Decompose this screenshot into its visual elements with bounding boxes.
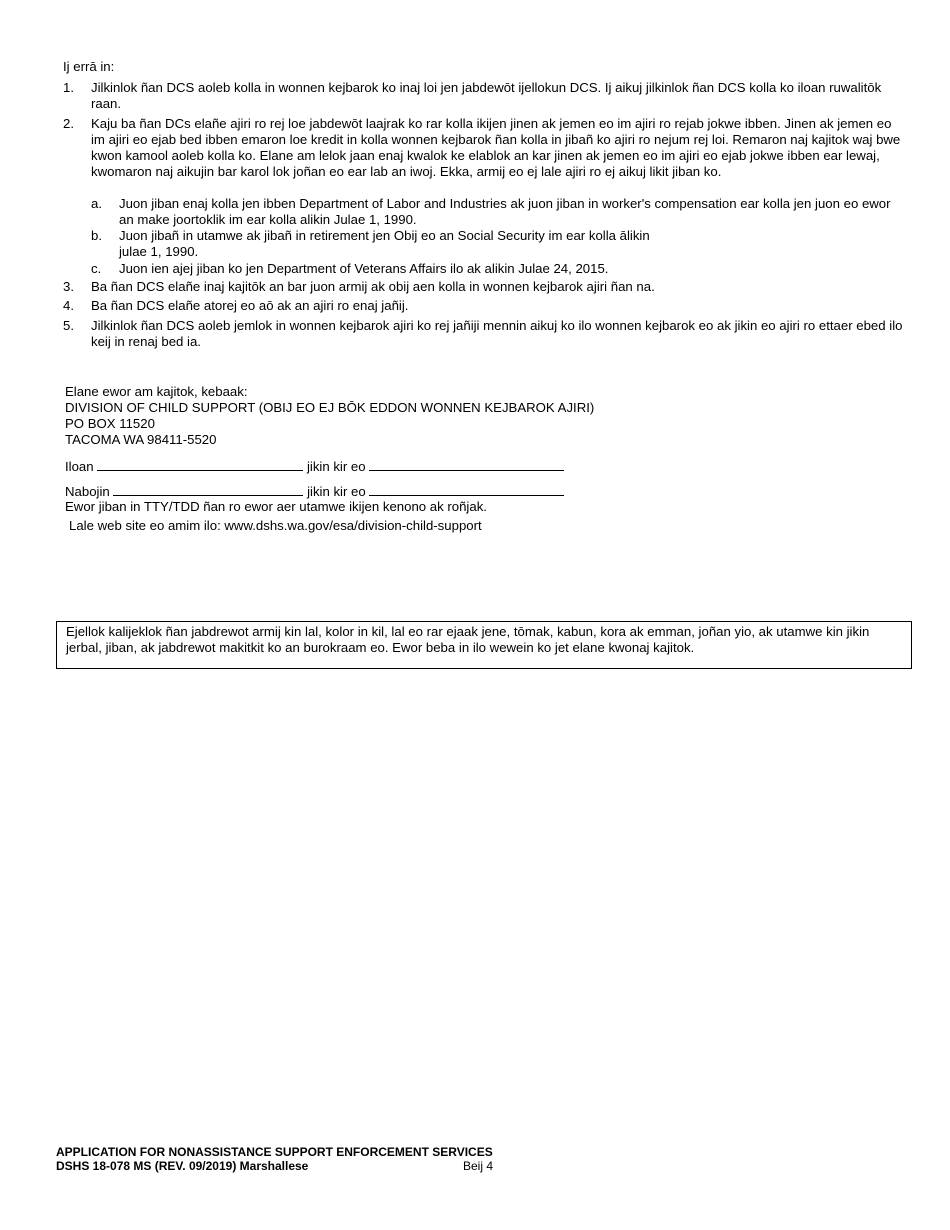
- phone-row: [65, 458, 564, 475]
- org-name: DIVISION OF CHILD SUPPORT (OBIJ EO EJ BŌK EDDON WONNEN KEJBAROK AJIRI): [65, 400, 595, 415]
- area-code-label: jikin kir eo: [307, 484, 366, 499]
- phone-field[interactable]: [97, 458, 303, 471]
- phone-area-code-field[interactable]: [369, 458, 564, 471]
- tty-note: Ewor jiban in TTY/TDD ñan ro ewor aer utamwe ikijen kenono ak roñjak.: [65, 499, 487, 514]
- sub-item-text: Juon jiban enaj kolla jen ibben Department of Labor and Industries ak juon jiban in worker's compensation ear kolla jen juon eo ewor an make joortoklik im ear kolla alikin Julae 1, 1990.: [119, 196, 891, 227]
- list-item-text: Ba ñan DCS elañe atorej eo aō ak an ajiri ro enaj jañij.: [91, 298, 409, 313]
- list-item: [63, 318, 908, 350]
- list-item-number: 1.: [63, 80, 74, 95]
- footer-title: APPLICATION FOR NONASSISTANCE SUPPORT ENFORCEMENT SERVICES: [56, 1145, 493, 1159]
- list-item-text: Kaju ba ñan DCs elañe ajiri ro rej loe jabdewōt laajrak ko rar kolla ikijen jinen ak jemen eo im ajiri ro rejab jokwe ibben. Jinen ak jemen eo im ajiri eo ejab bed ibben emaron loe kredit in kolla wonnen kejbarok ñan kolla in jibañ ko ajiri ro nejum rej loi. Remaron naj kajitok waj bwe kwon kamool aoleb kolla ko. Elane am lelok jaan enaj kwalok ke elablok an kar jinen ak jemen eo im ajiri eo ejab jokwe ibben ear lewaj, kwomaron naj aikujin bar karol lok joñan eo ear lab an iwoj. Ekka, armij eo ej lale ajiri ro ej aikuj likit jiban ko.: [91, 116, 901, 179]
- list-item: [63, 279, 908, 295]
- sub-list-item: [91, 261, 906, 277]
- footer-form-number: DSHS 18-078 MS (REV. 09/2019) Marshallese: [56, 1159, 309, 1173]
- list-item-number: 5.: [63, 318, 74, 333]
- fax-field[interactable]: [113, 483, 303, 496]
- po-box: PO BOX 11520: [65, 416, 155, 431]
- list-item-text: Jilkinlok ñan DCS aoleb jemlok in wonnen kejbarok ajiri ko rej jañiji mennin aikuj ko ilo wonnen kejbarok eo ak jikin eo ajiri ro ettaer ebed ilo keij in renaj bed ia.: [91, 318, 903, 349]
- fax-label: Nabojin: [65, 484, 110, 499]
- list-item-number: 4.: [63, 298, 74, 313]
- sub-item-text: Juon ien ajej jiban ko jen Department of Veterans Affairs ilo ak alikin Julae 24, 2015.: [119, 261, 609, 276]
- intro-text: Ij errā in:: [63, 59, 115, 74]
- notice-text: Ejellok kalijeklok ñan jabdrewot armij kin lal, kolor in kil, lal eo rar ejaak jene, tōmak, kabun, kora ak emman, joñan yio, ak utamwe kin jikin jerbal, jiban, ak jabdrewot makitkit ko an burokraam eo. Ewor beba in ilo wewein ko jet elane kwonaj kajitok.: [66, 624, 870, 655]
- list-item-number: 3.: [63, 279, 74, 294]
- sub-item-line: Juon jibañ in utamwe ak jibañ in retirement jen Obij eo an Social Security im ear kolla ālikin: [119, 228, 650, 243]
- sub-item-letter: a.: [91, 196, 102, 211]
- fax-row: [65, 483, 564, 500]
- list-item-text: Jilkinlok ñan DCS aoleb kolla in wonnen kejbarok ko inaj loi jen jabdewōt ijellokun DCS. Ij aikuj jilkinlok ñan DCS kolla ko iloan ruwalitōk raan.: [91, 80, 882, 111]
- sub-item-letter: c.: [91, 261, 102, 276]
- city-address: TACOMA WA 98411-5520: [65, 432, 217, 447]
- nondiscrimination-notice: [56, 621, 912, 669]
- list-item: [63, 80, 908, 112]
- list-item: [63, 298, 908, 314]
- sub-item-line: julae 1, 1990.: [119, 244, 199, 259]
- area-code-label: jikin kir eo: [306, 459, 366, 474]
- sub-list-item: [91, 196, 906, 228]
- sub-list-item: [91, 228, 906, 260]
- list-item-number: 2.: [63, 116, 74, 131]
- list-item: [63, 116, 908, 180]
- sub-item-letter: b.: [91, 228, 102, 243]
- page-number: Beij 4: [463, 1159, 494, 1173]
- contact-heading: Elane ewor am kajitok, kebaak:: [65, 384, 248, 399]
- phone-label: Iloan: [65, 459, 94, 474]
- sub-item-text: [119, 228, 906, 260]
- list-item-text: Ba ñan DCS elañe inaj kajitōk an bar juon armij ak obij aen kolla in wonnen kejbarok ajiri ñan na.: [91, 279, 655, 294]
- website-note: Lale web site eo amim ilo: www.dshs.wa.gov/esa/division-child-support: [69, 518, 482, 533]
- fax-area-code-field[interactable]: [369, 483, 564, 496]
